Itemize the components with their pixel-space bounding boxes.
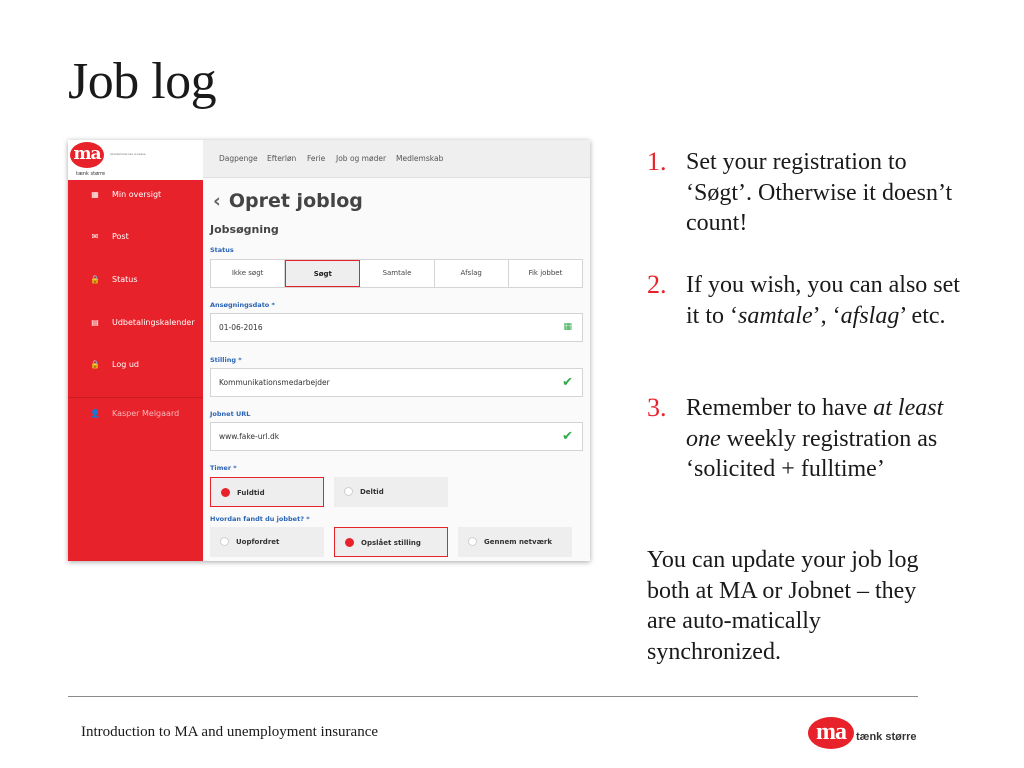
step-text-part: If you wish, you can also set it to ‘ [686,272,960,329]
calendar-icon: ▤ [91,318,99,327]
url-field[interactable] [210,422,583,451]
sidebar-item-label: Udbetalingskalender [112,318,195,327]
top-navigation [203,140,590,178]
step-text-part: Remember to have [686,395,874,421]
step-number: 1. [647,147,667,176]
date-value: 01-06-2016 [219,323,263,332]
sidebar-item-label: Log ud [112,360,139,369]
sidebar-logo-area [68,140,203,180]
slide-title: Job log [68,53,217,110]
nav-dagpenge[interactable]: Dagpenge [219,154,258,163]
mail-icon: ✉ [91,232,99,241]
sidebar-item-min-oversigt[interactable] [68,185,203,205]
nav-job-og-moder[interactable]: Job og møder [336,154,387,163]
step-text-part: ’ etc. [899,302,946,329]
sidebar-divider [68,397,203,398]
found-option-opslaaet-stilling[interactable] [334,527,448,557]
radio-dot-icon [468,537,477,546]
status-option-samtale[interactable]: Samtale [360,260,434,287]
dashboard-icon: ▦ [91,190,99,199]
check-icon: ✔ [562,375,573,390]
found-label: Hvordan fandt du jobbet? * [210,515,310,523]
footer-ma-logo [808,717,856,751]
url-value: www.fake-url.dk [219,432,280,441]
radio-dot-icon [344,487,353,496]
step-text-emphasis: samtale [738,302,813,329]
url-label: Jobnet URL [210,410,251,418]
hours-option-label: Deltid [360,488,384,496]
logout-lock-icon: 🔒 [90,360,100,369]
step-text [686,270,961,331]
found-option-uopfordret[interactable] [210,527,324,557]
step-text [686,393,961,485]
step-number: 2. [647,270,667,299]
page-title-text: Opret joblog [228,190,363,212]
found-option-label: Gennem netværk [484,538,553,546]
nav-ferie[interactable]: Ferie [307,154,326,163]
step-text-emphasis: at least one [686,395,944,452]
step-text-part: ’, ‘ [812,302,841,329]
radio-dot-icon [345,538,354,547]
hours-option-label: Fuldtid [237,489,265,497]
position-value: Kommunikationsmedarbejder [219,378,330,387]
found-option-label: Uopfordret [236,538,280,546]
sidebar [68,140,203,561]
calendar-icon[interactable]: ▦ [563,322,572,332]
hours-label: Timer * [210,464,237,472]
status-option-sogt[interactable]: Søgt [285,260,360,287]
date-field[interactable] [210,313,583,342]
hours-option-fuldtid[interactable] [210,477,324,507]
found-option-label: Opslået stilling [361,539,421,547]
sidebar-item-post[interactable] [68,227,203,247]
nav-medlemskab[interactable]: Medlemskab [396,154,444,163]
date-label: Ansøgningsdato * [210,301,275,309]
radio-dot-icon [221,488,230,497]
step-text: Set your registration to ‘Søgt’. Otherwise it doesn’t count! [686,149,953,236]
logo-subtitle: Akademikernes A-kasse [110,152,146,156]
sidebar-item-user[interactable] [68,404,203,424]
sidebar-item-log-ud[interactable] [68,355,203,375]
sidebar-item-udbetalingskalender[interactable] [68,313,203,333]
logo-tagline: tænk større [76,171,106,177]
status-segmented-control [210,259,583,288]
section-title: Jobsøgning [210,223,279,236]
step-number: 3. [647,393,667,422]
footer-divider [68,696,918,697]
position-label: Stilling * [210,356,242,364]
page-title [213,190,363,212]
sync-note: You can update your job log both at MA or Jobnet – they are auto-matically synchronized. [647,547,919,665]
back-chevron-icon[interactable]: ‹ [213,190,221,212]
hours-option-deltid[interactable] [334,477,448,507]
sidebar-item-label: Post [112,232,129,241]
ma-logo: ma [70,142,104,168]
lock-icon: 🔒 [90,275,100,284]
sidebar-user-name: Kasper Melgaard [112,409,180,418]
radio-dot-icon [220,537,229,546]
nav-efterlon[interactable]: Efterløn [267,154,297,163]
status-option-fik-jobbet[interactable]: Fik jobbet [528,269,563,277]
position-field[interactable] [210,368,583,397]
footer-text: Introduction to MA and unemployment insurance [81,724,379,740]
found-option-gennem-netvaerk[interactable] [458,527,572,557]
sidebar-item-label: Status [112,275,138,284]
footer-logo-tagline: tænk større [856,731,917,743]
sidebar-item-label: Min oversigt [112,190,162,199]
status-option-afslag[interactable]: Afslag [435,260,509,287]
app-screenshot [68,140,590,561]
step-text-emphasis: afslag [840,302,900,329]
user-icon: 👤 [90,409,100,418]
step-text-part: weekly registration as ‘solicited + fulltime’ [686,425,938,482]
status-label: Status [210,246,234,254]
sidebar-item-status[interactable] [68,270,203,290]
footer-logo-bubble: ma [808,717,854,749]
check-icon: ✔ [562,429,573,444]
status-option-ikke-sogt[interactable]: Ikke søgt [211,260,285,287]
